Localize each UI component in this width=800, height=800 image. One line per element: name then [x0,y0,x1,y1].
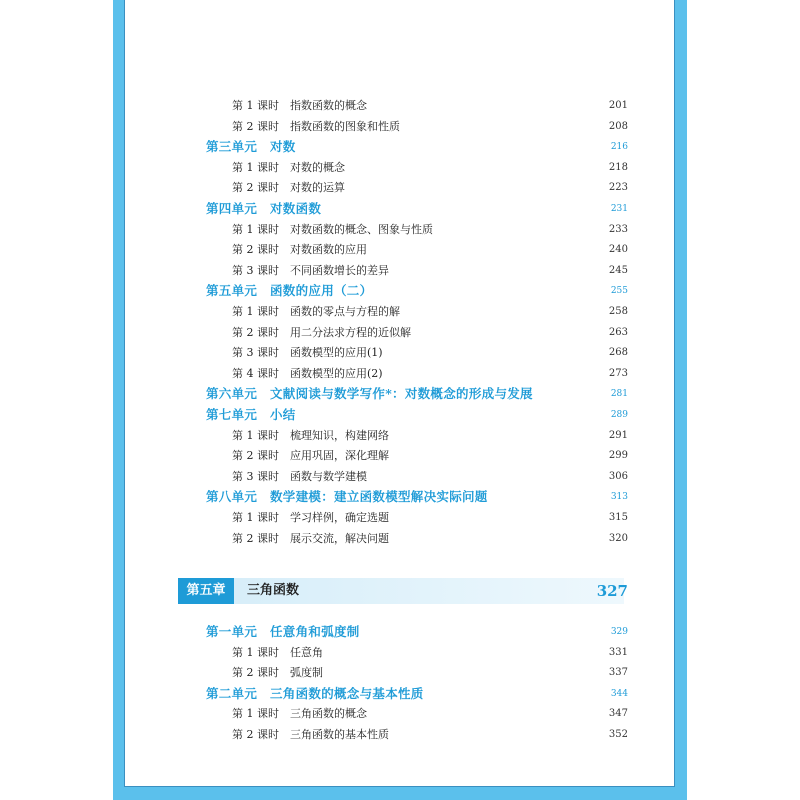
lesson-title: 第 4 课时 函数模型的应用(2) [232,366,383,380]
toc-lesson-entry[interactable] [125,240,674,260]
toc-lesson-entry[interactable] [125,704,674,724]
unit-title: 第八单元 数学建模：建立函数模型解决实际问题 [206,489,488,505]
chapter-page-number: 327 [596,582,628,600]
lesson-title: 第 2 课时 对数的运算 [232,181,345,195]
lesson-title: 第 2 课时 用二分法求方程的近似解 [232,325,411,339]
toc-lesson-entry[interactable] [125,508,674,528]
lesson-title: 第 1 课时 对数函数的概念、图象与性质 [232,222,433,236]
toc-lesson-entry[interactable] [125,725,674,745]
page-number: 240 [608,244,628,256]
toc-unit-entry[interactable] [125,281,674,301]
page-number: 352 [608,729,628,740]
toc-unit-entry[interactable] [125,622,674,642]
page-number: 263 [608,326,628,338]
page-number: 315 [608,512,628,523]
toc-lesson-entry[interactable] [125,663,674,683]
page-number: 255 [610,286,628,297]
toc-lesson-entry[interactable] [125,343,674,363]
chapter-header[interactable] [125,576,674,606]
page-number: 218 [608,161,628,173]
toc-lesson-entry[interactable] [125,220,674,240]
unit-title: 第六单元 文献阅读与数学写作*：对数概念的形成与发展 [206,386,533,402]
page-number: 329 [610,627,628,637]
lesson-title: 第 1 课时 梳理知识，构建网络 [232,428,389,442]
toc-lesson-entry[interactable] [125,643,674,663]
lesson-title: 第 1 课时 指数函数的概念 [232,99,367,112]
toc-page [124,0,675,787]
lesson-title: 第 2 课时 展示交流，解决问题 [232,531,389,545]
toc-lesson-entry[interactable] [125,323,674,343]
toc-lesson-entry[interactable] [125,302,674,322]
unit-title: 第二单元 三角函数的概念与基本性质 [206,685,424,701]
toc-unit-entry[interactable] [125,487,674,507]
lesson-title: 第 1 课时 对数的概念 [232,160,345,174]
toc-lesson-entry[interactable] [125,529,674,549]
chapter-title: 三角函数 [247,583,300,598]
toc-unit-entry[interactable] [125,137,674,157]
page-number: 216 [610,142,628,153]
page-number: 281 [610,389,628,400]
toc-lesson-entry[interactable] [125,158,674,178]
page-number: 291 [608,429,628,441]
lesson-title: 第 1 课时 任意角 [232,645,323,659]
toc-lesson-entry[interactable] [125,426,674,446]
page-number: 208 [608,120,628,132]
lesson-title: 第 3 课时 不同函数增长的差异 [232,263,389,277]
unit-title: 第三单元 对数 [206,139,296,155]
toc-lesson-entry[interactable] [125,446,674,466]
toc-lesson-entry[interactable] [125,261,674,281]
unit-title: 第四单元 对数函数 [206,201,322,216]
page-number: 233 [608,223,628,235]
lesson-title: 第 2 课时 弧度制 [232,666,323,680]
page-number: 289 [610,410,628,420]
page-number: 313 [610,492,628,503]
lesson-title: 第 3 课时 函数模型的应用(1) [232,346,383,360]
toc-lesson-entry[interactable] [125,178,674,198]
toc-lesson-entry[interactable] [125,96,674,116]
page-number: 245 [608,264,628,276]
lesson-title: 第 2 课时 指数函数的图象和性质 [232,119,400,133]
page-number: 231 [610,204,628,214]
page-number: 268 [608,347,628,359]
lesson-title: 第 1 课时 函数的零点与方程的解 [232,305,400,318]
chapter-badge: 第五章 [178,578,234,604]
page-number: 258 [608,306,628,317]
unit-title: 第一单元 任意角和弧度制 [206,624,360,639]
page-number: 337 [608,667,628,679]
unit-title: 第五单元 函数的应用（二） [206,283,373,299]
toc-lesson-entry[interactable] [125,117,674,137]
toc-unit-entry[interactable] [125,199,674,219]
page-number: 320 [608,532,628,544]
page-number: 273 [608,367,628,379]
page-number: 223 [608,182,628,194]
lesson-title: 第 1 课时 学习样例，确定选题 [232,511,389,524]
toc-lesson-entry[interactable] [125,467,674,487]
toc-lesson-entry[interactable] [125,364,674,384]
lesson-title: 第 2 课时 对数函数的应用 [232,243,367,257]
lesson-title: 第 2 课时 三角函数的基本性质 [232,728,389,741]
page-number: 331 [608,646,628,658]
lesson-title: 第 1 课时 三角函数的概念 [232,707,367,721]
page-number: 306 [608,470,628,482]
toc-unit-entry[interactable] [125,684,674,704]
lesson-title: 第 3 课时 函数与数学建模 [232,469,367,483]
lesson-title: 第 2 课时 应用巩固，深化理解 [232,449,389,463]
toc-unit-entry[interactable] [125,384,674,404]
page-number: 347 [608,708,628,720]
page-number: 201 [608,100,628,111]
unit-title: 第七单元 小结 [206,407,296,422]
toc-unit-entry[interactable] [125,405,674,425]
page-number: 344 [610,688,628,699]
page-number: 299 [608,450,628,462]
